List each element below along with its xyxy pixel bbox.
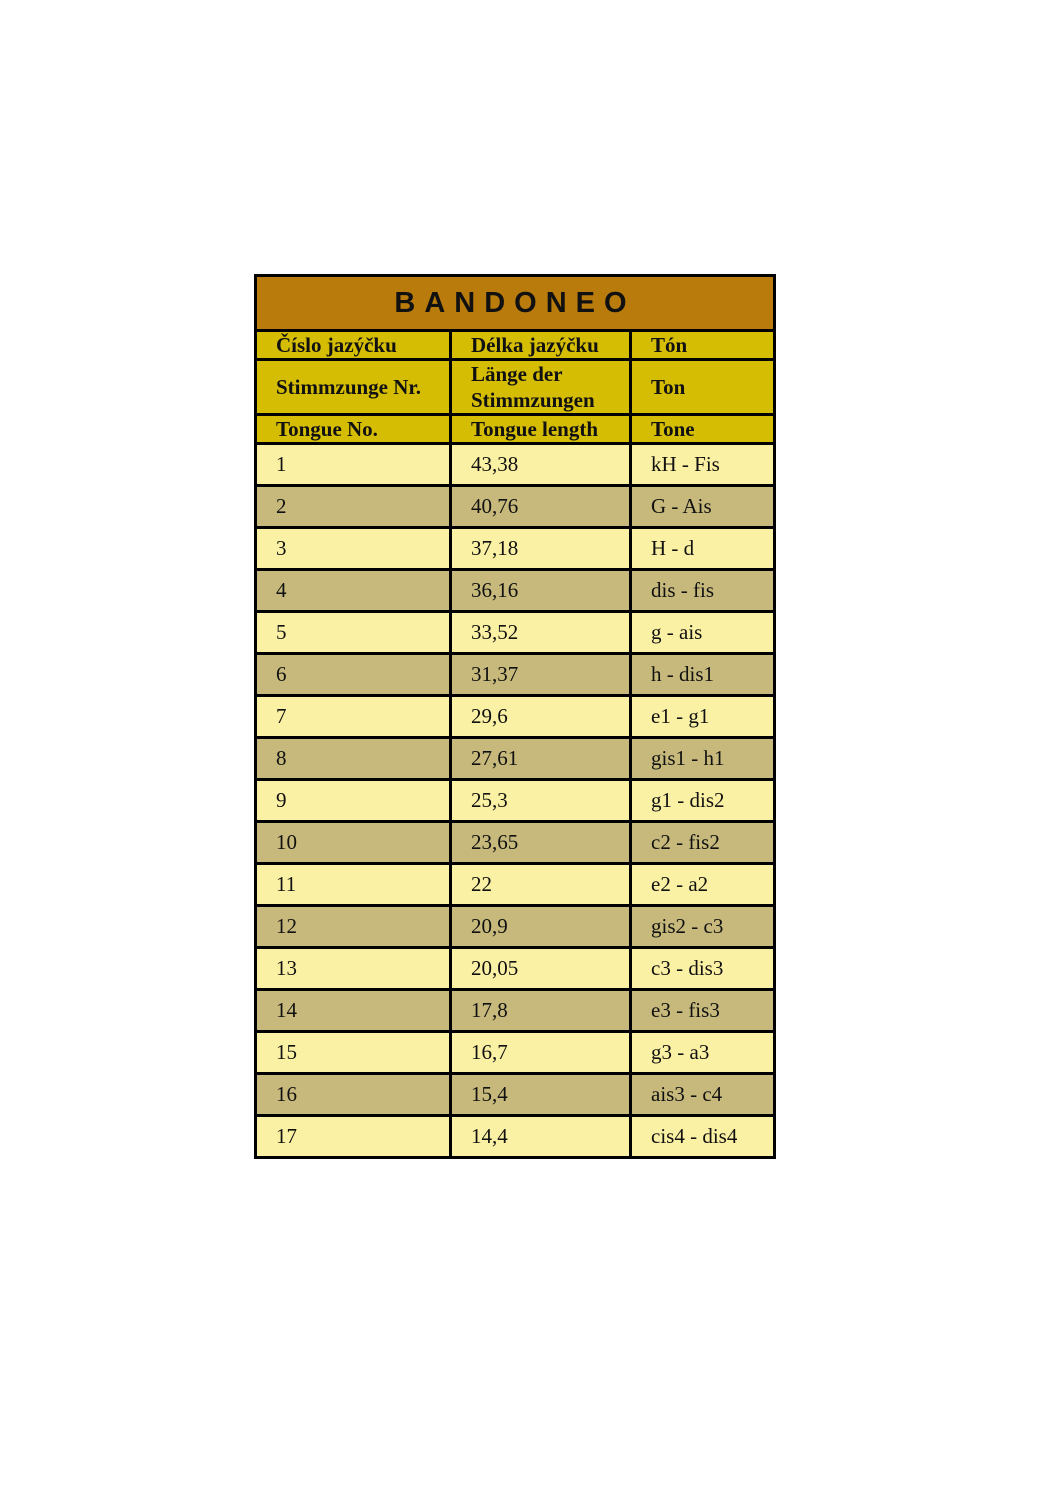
tone-cell: c3 - dis3 bbox=[631, 948, 775, 990]
tongue-length-cell: 14,4 bbox=[451, 1116, 631, 1158]
header-row-english bbox=[256, 415, 775, 444]
table-row bbox=[256, 906, 775, 948]
tone-cell: e2 - a2 bbox=[631, 864, 775, 906]
table-title: BANDONEO bbox=[256, 276, 775, 331]
table-row bbox=[256, 1116, 775, 1158]
table-row bbox=[256, 738, 775, 780]
tongue-number-cell: 14 bbox=[256, 990, 451, 1032]
tongue-length-cell: 43,38 bbox=[451, 444, 631, 486]
tongue-length-cell: 15,4 bbox=[451, 1074, 631, 1116]
tone-cell: dis - fis bbox=[631, 570, 775, 612]
tongue-length-cell: 16,7 bbox=[451, 1032, 631, 1074]
header-tone-english: Tone bbox=[631, 415, 775, 444]
tongue-number-cell: 2 bbox=[256, 486, 451, 528]
tongue-length-cell: 22 bbox=[451, 864, 631, 906]
tone-cell: ais3 - c4 bbox=[631, 1074, 775, 1116]
tone-cell: e1 - g1 bbox=[631, 696, 775, 738]
tongue-number-cell: 4 bbox=[256, 570, 451, 612]
tongue-number-cell: 15 bbox=[256, 1032, 451, 1074]
tongue-length-cell: 20,05 bbox=[451, 948, 631, 990]
table-row bbox=[256, 444, 775, 486]
header-row-czech bbox=[256, 331, 775, 360]
tone-cell: gis1 - h1 bbox=[631, 738, 775, 780]
tone-cell: gis2 - c3 bbox=[631, 906, 775, 948]
tongue-number-cell: 12 bbox=[256, 906, 451, 948]
tongue-number-cell: 9 bbox=[256, 780, 451, 822]
table-row bbox=[256, 1074, 775, 1116]
tongue-length-cell: 25,3 bbox=[451, 780, 631, 822]
header-number-german: Stimmzunge Nr. bbox=[256, 360, 451, 415]
title-row bbox=[256, 276, 775, 331]
tone-cell: G - Ais bbox=[631, 486, 775, 528]
header-length-english: Tongue length bbox=[451, 415, 631, 444]
header-length-german: Länge der Stimmzungen bbox=[451, 360, 631, 415]
tongue-number-cell: 16 bbox=[256, 1074, 451, 1116]
tongue-number-cell: 5 bbox=[256, 612, 451, 654]
table-row bbox=[256, 486, 775, 528]
bandoneon-tongue-table bbox=[254, 274, 776, 1159]
tone-cell: g1 - dis2 bbox=[631, 780, 775, 822]
table-row bbox=[256, 864, 775, 906]
table-row bbox=[256, 990, 775, 1032]
table-row bbox=[256, 948, 775, 990]
tongue-number-cell: 3 bbox=[256, 528, 451, 570]
table-row bbox=[256, 612, 775, 654]
tongue-length-cell: 40,76 bbox=[451, 486, 631, 528]
table-row bbox=[256, 780, 775, 822]
table-row bbox=[256, 528, 775, 570]
tone-cell: H - d bbox=[631, 528, 775, 570]
tongue-number-cell: 1 bbox=[256, 444, 451, 486]
tongue-length-cell: 36,16 bbox=[451, 570, 631, 612]
header-tone-czech: Tón bbox=[631, 331, 775, 360]
table-row bbox=[256, 696, 775, 738]
tongue-length-cell: 27,61 bbox=[451, 738, 631, 780]
tongue-number-cell: 17 bbox=[256, 1116, 451, 1158]
tongue-number-cell: 6 bbox=[256, 654, 451, 696]
tongue-length-cell: 37,18 bbox=[451, 528, 631, 570]
tongue-length-cell: 17,8 bbox=[451, 990, 631, 1032]
table-row bbox=[256, 654, 775, 696]
tone-cell: c2 - fis2 bbox=[631, 822, 775, 864]
tongue-number-cell: 7 bbox=[256, 696, 451, 738]
tongue-number-cell: 8 bbox=[256, 738, 451, 780]
header-row-german bbox=[256, 360, 775, 415]
tongue-number-cell: 10 bbox=[256, 822, 451, 864]
tongue-length-cell: 33,52 bbox=[451, 612, 631, 654]
table-row bbox=[256, 1032, 775, 1074]
header-number-english: Tongue No. bbox=[256, 415, 451, 444]
tongue-length-cell: 23,65 bbox=[451, 822, 631, 864]
header-number-czech: Číslo jazýčku bbox=[256, 331, 451, 360]
tongue-length-cell: 31,37 bbox=[451, 654, 631, 696]
tone-cell: e3 - fis3 bbox=[631, 990, 775, 1032]
tongue-length-cell: 20,9 bbox=[451, 906, 631, 948]
tongue-number-cell: 11 bbox=[256, 864, 451, 906]
table-row bbox=[256, 822, 775, 864]
header-tone-german: Ton bbox=[631, 360, 775, 415]
tone-cell: cis4 - dis4 bbox=[631, 1116, 775, 1158]
table-row bbox=[256, 570, 775, 612]
tone-cell: h - dis1 bbox=[631, 654, 775, 696]
tone-cell: g3 - a3 bbox=[631, 1032, 775, 1074]
header-length-czech: Délka jazýčku bbox=[451, 331, 631, 360]
tone-cell: g - ais bbox=[631, 612, 775, 654]
tone-cell: kH - Fis bbox=[631, 444, 775, 486]
tongue-length-cell: 29,6 bbox=[451, 696, 631, 738]
tongue-number-cell: 13 bbox=[256, 948, 451, 990]
